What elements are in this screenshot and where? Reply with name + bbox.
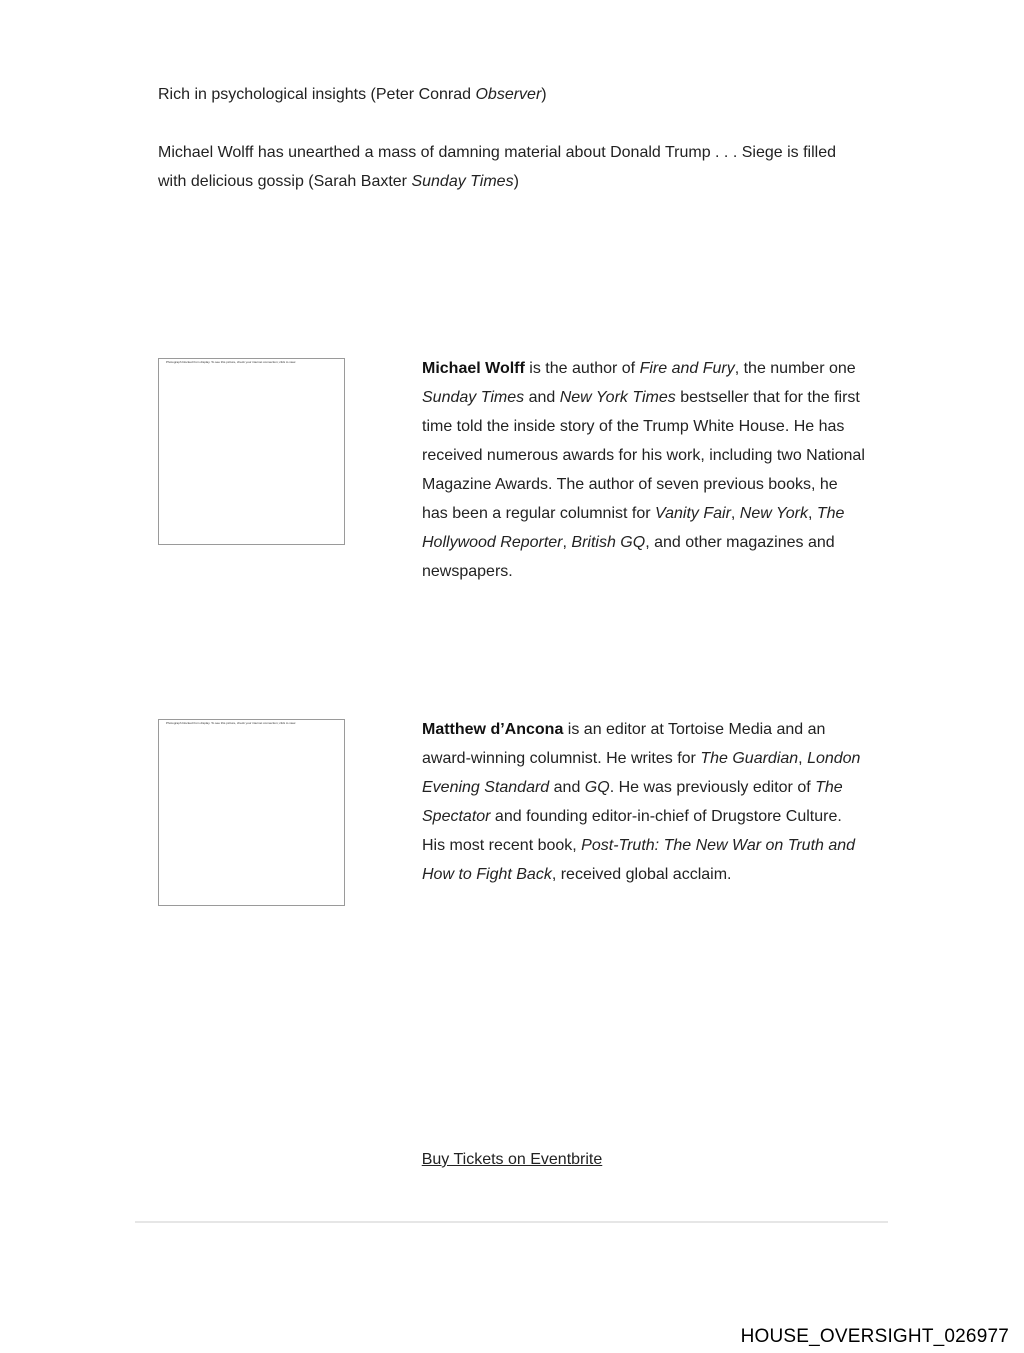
- bio-text: , and other magazines and newspapers.: [422, 534, 835, 580]
- author-name: Matthew d’Ancona: [422, 721, 564, 738]
- quote-close: ): [513, 173, 519, 190]
- buy-tickets-link[interactable]: Buy Tickets on Eventbrite: [421, 1151, 603, 1168]
- bio-text: , the number one: [734, 360, 856, 377]
- bio-text: bestseller that for the first time told the inside story of the Trump White House. He has received numerous awards for his work, including two National Magazine Awards. The author of seven previous books, he has been a regular columnist for: [422, 389, 865, 522]
- author-photo-placeholder-dancona: [158, 719, 345, 906]
- author-name: Michael Wolff: [422, 360, 525, 377]
- bio-text: ,: [730, 505, 740, 522]
- publication-name: London Evening Standard: [422, 750, 861, 796]
- bio-matthew-dancona: [422, 715, 867, 889]
- book-title: Post-Truth: The New War on Truth and How to Fight Back: [422, 837, 856, 883]
- quote-text: Rich in psychological insights (Peter Conrad: [158, 86, 476, 103]
- author-photo-placeholder-wolff: [158, 358, 345, 545]
- publication-name: New York Times: [559, 389, 676, 406]
- bio-michael-wolff: [422, 354, 867, 586]
- bio-text: ,: [798, 750, 808, 767]
- publication-name: The Guardian: [700, 750, 799, 767]
- bio-text: and: [549, 779, 585, 796]
- publication-name: British GQ: [571, 534, 646, 551]
- bio-text: ,: [807, 505, 817, 522]
- publication-name: The Hollywood Reporter: [422, 505, 845, 551]
- photo-blocked-caption: Photograph blocked from display. To see this picture, check your internet connection; click to view.: [166, 361, 296, 364]
- publication-name: Sunday Times: [422, 389, 525, 406]
- quote-close: ): [541, 86, 547, 103]
- quote-source: Sunday Times: [411, 173, 514, 190]
- document-id-stamp: HOUSE_OVERSIGHT_026977: [740, 1326, 1009, 1347]
- bio-text: , received global acclaim.: [551, 866, 732, 883]
- publication-name: GQ: [584, 779, 610, 796]
- bio-text: and founding editor-in-chief of Drugstore Culture. His most recent book,: [422, 808, 842, 854]
- publication-name: New York: [739, 505, 808, 522]
- publication-name: Vanity Fair: [655, 505, 731, 522]
- review-quote-observer: [158, 80, 858, 109]
- quote-source: Observer: [475, 86, 542, 103]
- divider: [135, 1221, 888, 1223]
- photo-blocked-caption: Photograph blocked from display. To see this picture, check your internet connection; click to view.: [166, 722, 296, 725]
- bio-text: is the author of: [524, 360, 640, 377]
- book-title: Fire and Fury: [639, 360, 735, 377]
- publication-name: The Spectator: [422, 779, 843, 825]
- bio-text: is an editor at Tortoise Media and an award-winning columnist. He writes for: [422, 721, 826, 767]
- bio-text: . He was previously editor of: [609, 779, 816, 796]
- bio-text: and: [524, 389, 560, 406]
- cta-container: [0, 1149, 1024, 1171]
- bio-text: ,: [562, 534, 572, 551]
- review-quote-sunday-times: [158, 138, 858, 196]
- quote-text: Michael Wolff has unearthed a mass of damning material about Donald Trump . . . Siege is filled with delicious gossip (Sarah Baxter: [158, 144, 836, 190]
